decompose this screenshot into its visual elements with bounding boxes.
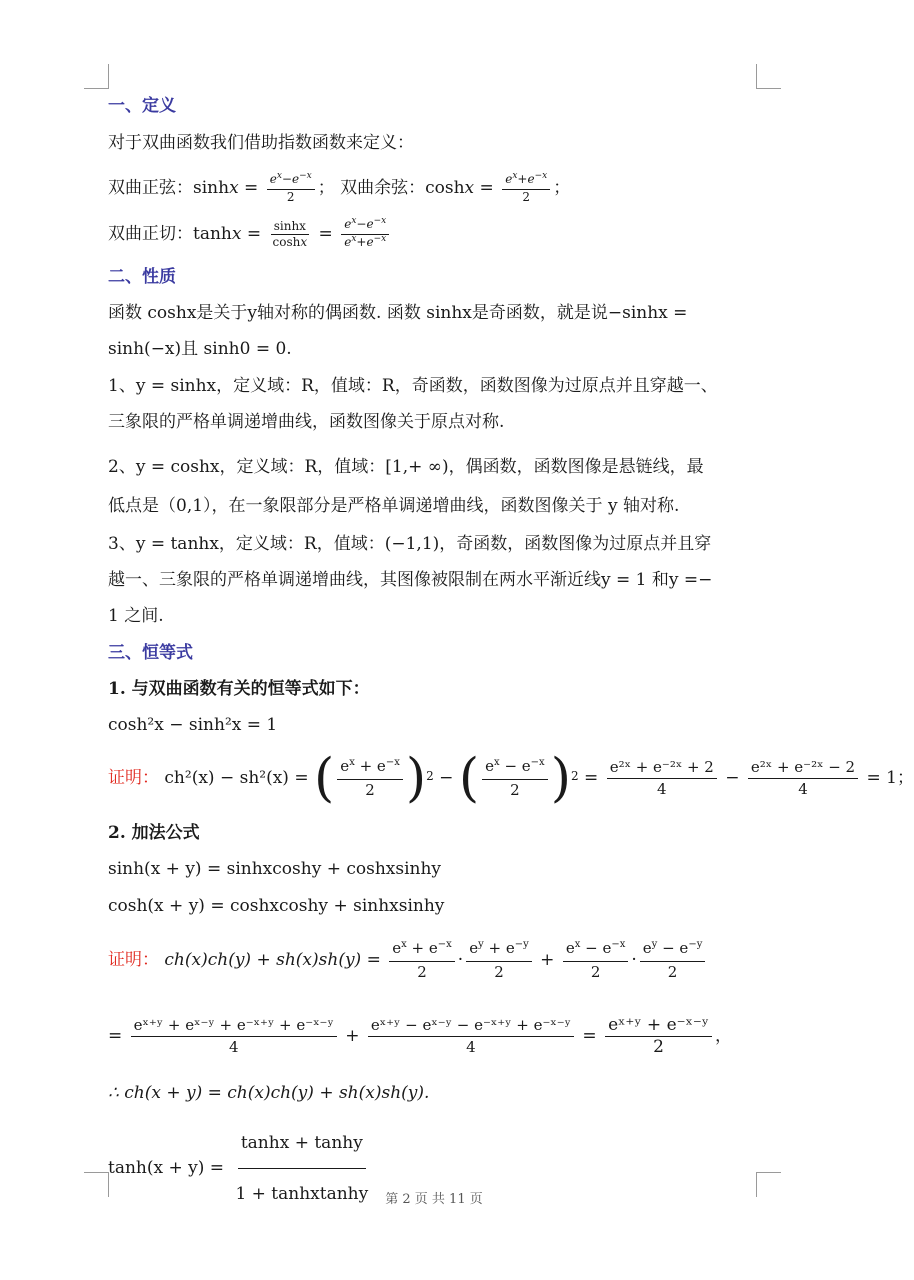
definition-intro: 对于双曲函数我们借助指数函数来定义： xyxy=(108,133,414,153)
proof-label: 证明： xyxy=(108,768,159,788)
property-item1-line2: 三象限的严格单调递增曲线，函数图像关于原点对称. xyxy=(108,412,505,432)
proof1-term2: $\frac{e^x - e^{-x}}{2}$ xyxy=(482,756,548,801)
addition-conclusion: ∴ ch(x + y) = ch(x)ch(y) + sh(x)sh(y). xyxy=(108,1083,430,1103)
cosh-symbol: cosh xyxy=(425,178,465,198)
tanh-ratio-fraction: $\frac{\sinh x}{\cosh x}$ xyxy=(272,219,308,249)
tanh-add-fraction: $\frac{\tanh x + \tanh y}{\text{1 + tanhxtanhy}}$ xyxy=(232,1118,371,1219)
proof1-result: = 1； xyxy=(866,768,914,788)
proof2-result: $\frac{\text{eˣ⁺ʸ + e⁻ˣ⁻ʸ}}{2}$ xyxy=(605,1015,712,1058)
property-item3-line1: 3、y = tanhx，定义域：R，值域：(−1,1)，奇函数，函数图像为过原点并且穿 xyxy=(108,534,712,554)
property-item2-line2: 低点是（0,1），在一象限部分是严格单调递增曲线，函数图像关于 y 轴对称. xyxy=(108,496,680,516)
addition-sinh: sinh(x + y) = sinhxcoshy + coshxsinhy xyxy=(108,859,442,879)
identity-cosh-sinh: cosh²x − sinh²x = 1 xyxy=(108,715,278,735)
cosh-label: 双曲余弦： xyxy=(340,178,426,198)
tanh-definition: 双曲正切：tanhx = $\frac{\sinh x}{\cosh x}$ = $\frac{e^x-e^{-x}}{e^x+e^{-x}}$ xyxy=(108,214,392,254)
sinh-fraction: $\frac{e^x-e^{-x}}{2}$ xyxy=(267,172,315,205)
sinh-symbol: sinh xyxy=(193,178,230,198)
proof2-lhs: ch(x)ch(y) + sh(x)sh(y) = xyxy=(164,950,381,970)
sinh-cosh-definition: 双曲正弦：sinhx = $\frac{e^x-e^{-x}}{2}$ ； 双曲余弦：coshx = $\frac{e^x+e^{-x}}{2}$ ； xyxy=(108,171,571,204)
section-heading-definition: 一、定义 xyxy=(108,96,176,116)
proof-addition: 证明： ch(x)ch(y) + sh(x)sh(y) = $\frac{e^x + e^{-x}}{2}$ · $\frac{e^y + e^{-y}}{2}$ + $\frac{e^x - e^{-x}}{2}$ · $\frac{e^y - e^{-y}}{2}$ xyxy=(108,935,708,985)
proof2-frac2: $\frac{\text{eˣ⁺ʸ − eˣ⁻ʸ − e⁻ˣ⁺ʸ + e⁻ˣ⁻ʸ}}{4}$ xyxy=(368,1015,574,1058)
subheading-identities: 1. 与双曲函数有关的恒等式如下： xyxy=(108,679,370,699)
sinh-label: 双曲正弦： xyxy=(108,178,193,198)
tanh-exp-fraction: $\frac{e^x-e^{-x}}{e^x+e^{-x}}$ xyxy=(341,217,389,252)
section-heading-identities: 三、恒等式 xyxy=(108,643,193,663)
proof-addition-step2: = $\frac{\text{eˣ⁺ʸ + eˣ⁻ʸ + e⁻ˣ⁺ʸ + e⁻ˣ⁻ʸ}}{4}$ + $\frac{\text{eˣ⁺ʸ − eˣ⁻ʸ − e⁻ˣ⁺ʸ + e⁻ˣ⁻ʸ}}{4}$ = $\frac{\text{eˣ⁺ʸ + e⁻ˣ⁻ʸ}}{2}$ ， xyxy=(108,1015,732,1057)
section-heading-properties: 二、性质 xyxy=(108,267,176,287)
crop-mark-top-left xyxy=(84,64,109,89)
proof-label-2: 证明： xyxy=(108,950,159,970)
crop-mark-top-right xyxy=(756,64,781,89)
property-parity-line2: sinh(−x)且 sinh0 = 0. xyxy=(108,339,292,359)
property-item3-line2: 越一、三象限的严格单调递增曲线，其图像被限制在两水平渐近线y = 1 和y =− xyxy=(108,570,713,590)
addition-cosh: cosh(x + y) = coshxcoshy + sinhxsinhy xyxy=(108,896,445,916)
tanh-symbol: tanh xyxy=(193,224,232,244)
property-item1-line1: 1、y = sinhx，定义域：R，值域：R，奇函数，函数图像为过原点并且穿越一、 xyxy=(108,376,718,396)
proof-identity: 证明： ch²(x) − sh²(x) = ( $\frac{e^x + e^{-x}}{2}$ )$^2$ − ( $\frac{e^x - e^{-x}}{2}$ )$^2$ = $\frac{\text{e²ˣ + e⁻²ˣ + 2}}{4}$ − $\frac{\text{e²ˣ + e⁻²ˣ − 2}}{4}$ = 1； xyxy=(108,748,914,809)
proof1-equals: = xyxy=(584,768,599,788)
tanh-add-lhs: tanh(x + y) = xyxy=(108,1158,225,1178)
cosh-fraction: $\frac{e^x+e^{-x}}{2}$ xyxy=(502,172,550,205)
tanh-label: 双曲正切： xyxy=(108,224,193,244)
page-footer: 第 2 页 共 11 页 xyxy=(385,1192,483,1207)
property-item3-line3: 1 之间. xyxy=(108,606,164,626)
proof1-frac1: $\frac{\text{e²ˣ + e⁻²ˣ + 2}}{4}$ xyxy=(607,757,717,800)
proof2-frac1: $\frac{\text{eˣ⁺ʸ + eˣ⁻ʸ + e⁻ˣ⁺ʸ + e⁻ˣ⁻ʸ}}{4}$ xyxy=(131,1015,337,1058)
property-item2-line1: 2、y = coshx，定义域：R，值域：[1,+ ∞)，偶函数，函数图像是悬链线，最 xyxy=(108,457,704,477)
proof1-term1: $\frac{e^x + e^{-x}}{2}$ xyxy=(337,756,403,801)
proof1-lhs: ch²(x) − sh²(x) = xyxy=(164,768,309,788)
property-parity-line1: 函数 coshx是关于y轴对称的偶函数. 函数 sinhx是奇函数，就是说−sinhx = xyxy=(108,303,688,323)
subheading-addition: 2. 加法公式 xyxy=(108,823,200,843)
proof1-frac2: $\frac{\text{e²ˣ + e⁻²ˣ − 2}}{4}$ xyxy=(748,757,858,800)
